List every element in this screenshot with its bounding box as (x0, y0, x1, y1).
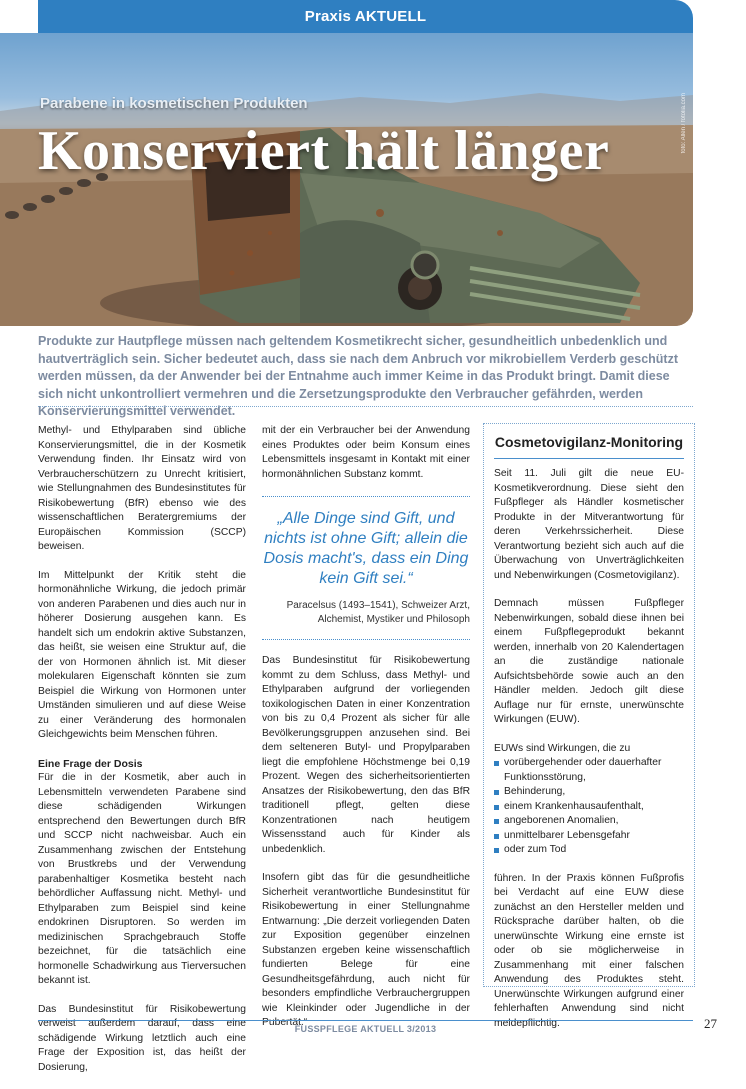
list-item: vorübergehender oder dauerhafter Funktionsstörung, (494, 756, 684, 785)
article-headline: Konserviert hält länger (38, 120, 610, 182)
pull-quote (262, 496, 470, 640)
list-item: einem Krankenhausaufenthalt, (494, 800, 684, 815)
list-item: Behinderung, (494, 785, 684, 800)
footer-rule (38, 1020, 693, 1021)
hero-image (0, 33, 693, 326)
paragraph: führen. In der Praxis können Fußprofis bei Verdacht auf eine EUW diese zunächst an den Hersteller melden und Rücksprache darüber halten, ob die unerwünschte Wirkung eine ernste ist oder ob sie möglicherweise in Zusammenhang mit einer falschen Anwendung des Produktes steht. Unerwünschte Wirkungen aufgrund einer fehlerhaften Anwendung sind nicht meldepflichtig. (494, 872, 684, 1029)
article-intro: Produkte zur Hautpflege müssen nach geltendem Kosmetikrecht sicher, gesundheitlich unbedenklich und hautverträglich sein. Sicher bedeutet auch, dass sie nach dem Anbruch vor mikrobiellem Verderb geschützt werden müssen, da der Anwender bei der Entnahme auch immer Keime in das Produkt bringt. Damit diese sich nicht unkontrolliert vermehren und die Zersetzungsprodukte den Verbraucher gefährden, werden Konservierungsmittel verwendet. (38, 334, 679, 418)
article-kicker: Parabene in kosmetischen Produkten (40, 95, 308, 112)
quote-source: Paracelsus (1493–1541), Schweizer Arzt, Alchemist, Mystiker und Philosoph (286, 600, 470, 625)
section-header-band (38, 0, 693, 33)
paragraph: Seit 11. Juli gilt die neue EU-Kosmetikverordnung. Diese sieht den Fußpfleger als Händler kosmetischer Produkte in der Mitverantwortung für deren Verkehrssicherheit. Diese Verantwortung bezieht sich auch auf die Überwachung von Unverträglichkeiten und Nebenwirkungen (Cosmetovigilanz). (494, 468, 684, 581)
text-column-2 (262, 424, 470, 1045)
list-intro: EUWs sind Wirkungen, die zu (494, 742, 631, 754)
photo-credit: foto: Allen / fotolia.com (681, 93, 687, 154)
intro-divider (38, 406, 693, 407)
quote-text: „Alle Dinge sind Gift, und nichts ist ohne Gift; allein die Dosis macht's, dass ein Ding kein Gift sei.“ (263, 510, 469, 587)
sidebar-title: Cosmetovigilanz-Monitoring (494, 434, 684, 450)
footer-publication: FUSSPFLEGE AKTUELL 3/2013 (294, 1024, 437, 1034)
paragraph: Das Bundesinstitut für Risikobewertung kommt zu dem Schluss, dass Methyl- und Ethylparaben aufgrund der vorliegenden toxikologischen Daten in einer Konzentration von bis zu 0,4 Prozent als sicher für alle Bevölkerungsgruppen anzusehen sind. Bei dem selteneren Butyl- und Propylparaben liegt die empfohlene Höchstmenge bei 0,19 Prozent. Wegen des sicherheitsorientierten Ansatzes der Risikobewertung, den das BfR traditionell pflegt, gelten diese Konzentrationen nach heutigem Wissensstand auch für Kinder als unbedenklich. (262, 655, 470, 855)
euw-list (494, 756, 684, 858)
paragraph: Demnach müssen Fußpfleger Nebenwirkungen, sobald diese ihnen bei einem Fußpflegeprodukt bekannt werden, innerhalb von 20 Kalendertagen an die zuständige nationale Aufsichtsbehörde sowie auch an den Händler melden. Jedoch gilt diese Auflage nur für ernste, unerwünschte Wirkungen (EUW). (494, 598, 684, 725)
paragraph: mit der ein Verbraucher bei der Anwendung eines Produktes oder beim Konsum eines Lebensmittels insgesamt in Kontakt mit einer hormonähnlichen Substanz kommt. (262, 425, 470, 480)
sidebar-body (484, 459, 694, 1031)
list-item: angeborenen Anomalien, (494, 814, 684, 829)
paragraph: Methyl- und Ethylparaben sind übliche Konservierungsmittel, die in der Kosmetik Verwendung finden. Ihr Einsatz wird von Verbraucherschützern zu Unrecht kritisiert, wie Stellungnahmen des Bundesinstitutes für Risikobewertung (BfR) ebenso wie des wissenschaftlichen Beratergremiums der Europäischen Kommission (SCCP) beweisen. (38, 425, 246, 552)
section-label: Praxis AKTUELL (304, 8, 427, 25)
list-item: unmittelbarer Lebensgefahr (494, 829, 684, 844)
sidebar-box (483, 423, 695, 1029)
paragraph: Für die in der Kosmetik, aber auch in Lebensmitteln verwendeten Parabene sind diese schädigenden Wirkungen entsprechend den Bewertungen durch BfR und SCCP nicht nachweisbar. Auch ein Zusammenhang zwischen der Entstehung von Brustkrebs und der Verwendung parabenhaltiger Kosmetika besteht nach behördlicher Auffassung nicht. Methyl- und Ethylparaben zum Beispiel sind keine endokrinen Disruptoren. So werden im medizinischen Sprachgebrauch Stoffe bezeichnet, für die tatsächlich eine hormonelle Schadwirkung aus Tierversuchen bekannt ist. (38, 772, 246, 986)
paragraph: Im Mittelpunkt der Kritik steht die hormonähnliche Wirkung, die jedoch primär von anderen Parabenen und dies auch nur in höherer Dosierung ausgehen kann. Es handelt sich um endokrin aktive Substanzen, das heißt, sie weisen eine Struktur auf, die der von Hormonen ähnlich ist. Mit dieser molekularen Eigenschaft könnten sie zum Beispiel die Wirkung von Hormonen unter Umständen simulieren und auf diese Weise zu einer Veränderung des hormonalen Gleichgewichts beim Menschen führen. (38, 569, 246, 740)
subheading: Eine Frage der Dosis (38, 757, 143, 770)
text-column-1 (38, 424, 246, 1089)
page-number: 27 (704, 1016, 717, 1031)
list-item: oder zum Tod (494, 843, 684, 858)
paragraph: Das Bundesinstitut für Risikobewertung verweist außerdem darauf, dass eine schädigende Wirkung letztlich auch eine Frage der Exposition ist, das heißt der Dosierung, (38, 1003, 246, 1073)
paragraph: Insofern gibt das für die gesundheitliche Sicherheit verantwortliche Bundesinstitut für Risikobewertung in einer Stellungnahme Entwarnung: „Die derzeit vorliegenden Daten zur Exposition gegenüber einzelnen Substanzen ergeben keine wissenschaftlich fundierten Belege für eine Gesundheitsgefährdung, auch nicht für besonders empfindliche Verbrauchergruppen wie Kleinkinder oder Jugendliche in der Pubertät.“ (262, 872, 470, 1028)
